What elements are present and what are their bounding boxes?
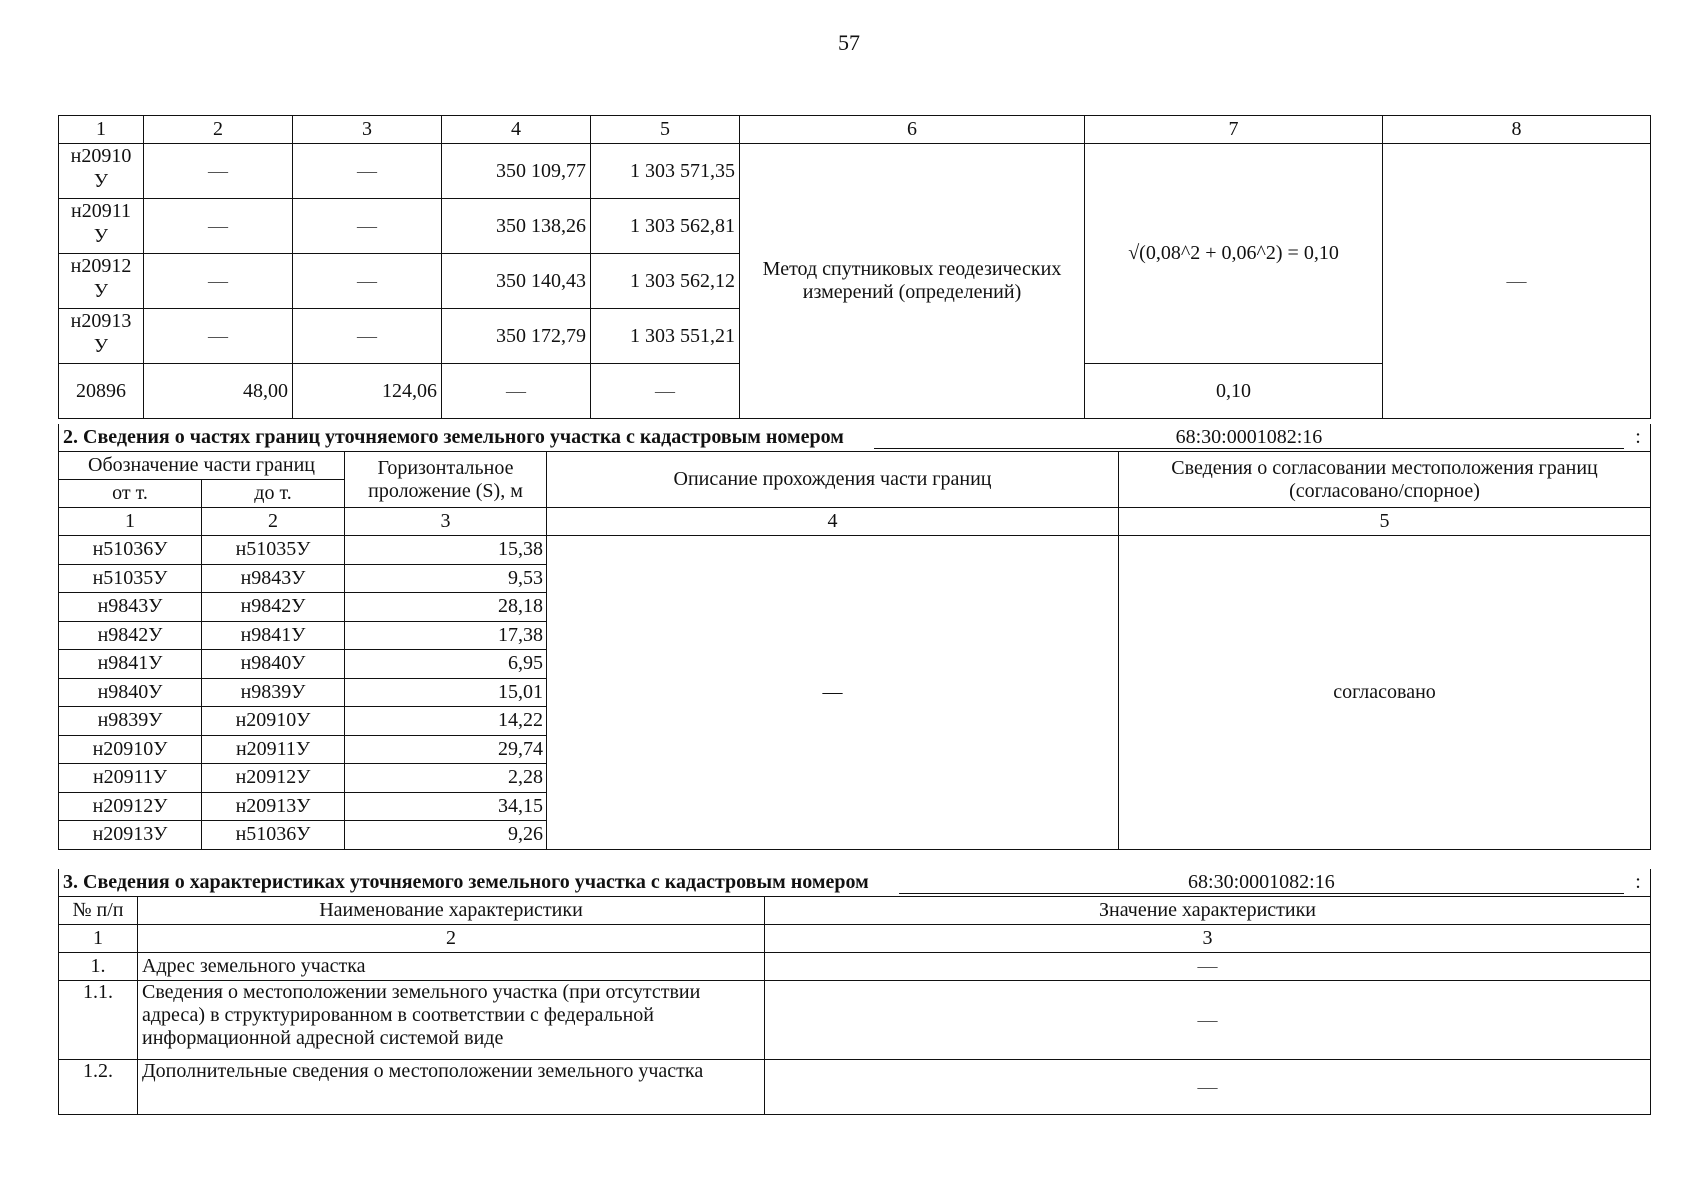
column-number: 1	[59, 925, 138, 953]
horizontal-distance: 34,15	[345, 792, 547, 821]
horizontal-distance: 15,01	[345, 678, 547, 707]
characteristic-name: Дополнительные сведения о местоположении земельного участка	[138, 1060, 765, 1115]
coord-y: 1 303 562,81	[591, 199, 740, 254]
horizontal-distance: 15,38	[345, 536, 547, 565]
value-header: Значение характеристики	[765, 897, 1651, 925]
column-number: 1	[59, 116, 144, 144]
page-number: 57	[838, 30, 860, 55]
from-header: от т.	[59, 480, 202, 508]
row-number: 1.1.	[59, 981, 138, 1060]
from-point: н9840У	[59, 678, 202, 707]
horizontal-distance: 29,74	[345, 735, 547, 764]
cell-value: 124,06	[293, 364, 442, 419]
from-point: н9841У	[59, 650, 202, 679]
column-number: 8	[1383, 116, 1651, 144]
point-name: н20910 У	[59, 144, 144, 199]
to-header: до т.	[202, 480, 345, 508]
table-row	[59, 144, 1651, 199]
coord-x: 350 172,79	[442, 309, 591, 364]
coord-x: —	[442, 364, 591, 419]
point-name: 20896	[59, 364, 144, 419]
cell-value: —	[293, 254, 442, 309]
section-3-cadastral-number: 68:30:0001082:16	[899, 871, 1624, 894]
name-header: Наименование характеристики	[138, 897, 765, 925]
to-point: н20910У	[202, 707, 345, 736]
to-point: н20912У	[202, 764, 345, 793]
from-point: н9843У	[59, 593, 202, 622]
to-point: н9839У	[202, 678, 345, 707]
column-number: 1	[59, 508, 202, 536]
coord-y: 1 303 551,21	[591, 309, 740, 364]
point-name: н20911 У	[59, 199, 144, 254]
from-point: н9842У	[59, 621, 202, 650]
table-row	[59, 953, 1651, 981]
table-header-row	[59, 116, 1651, 144]
row-number: 1.	[59, 953, 138, 981]
table-header-row	[59, 452, 1651, 480]
characteristic-name: Сведения о местоположении земельного участка (при отсутствии адреса) в структурированном в соответствии с федеральной информационной адресной системой виде	[138, 981, 765, 1060]
coord-y: —	[591, 364, 740, 419]
num-header: № п/п	[59, 897, 138, 925]
boundary-parts-table	[58, 424, 1651, 850]
from-point: н20913У	[59, 821, 202, 850]
cell-value: —	[293, 199, 442, 254]
table-row	[59, 981, 1651, 1060]
to-point: н9840У	[202, 650, 345, 679]
agreement-value: согласовано	[1119, 536, 1651, 850]
accuracy-formula: √(0,08^2 + 0,06^2) = 0,10	[1085, 144, 1383, 364]
horizontal-distance: 9,26	[345, 821, 547, 850]
horizontal-distance: 28,18	[345, 593, 547, 622]
column-number: 2	[138, 925, 765, 953]
section-3-heading-row	[59, 869, 1651, 897]
column-number: 3	[345, 508, 547, 536]
point-name: н20913 У	[59, 309, 144, 364]
to-point: н20911У	[202, 735, 345, 764]
to-point: н9843У	[202, 564, 345, 593]
column-numbers-row	[59, 925, 1651, 953]
column-number: 7	[1085, 116, 1383, 144]
coord-y: 1 303 562,12	[591, 254, 740, 309]
cell-value: —	[293, 309, 442, 364]
coord-x: 350 138,26	[442, 199, 591, 254]
from-point: н20912У	[59, 792, 202, 821]
section-2-colon: :	[1635, 426, 1641, 448]
section-2-cadastral-number: 68:30:0001082:16	[874, 426, 1624, 449]
column-number: 6	[740, 116, 1085, 144]
from-point: н20910У	[59, 735, 202, 764]
column-number: 5	[591, 116, 740, 144]
description-header: Описание прохождения части границ	[547, 452, 1119, 508]
coord-x: 350 140,43	[442, 254, 591, 309]
cell-value: —	[144, 254, 293, 309]
column-number: 4	[547, 508, 1119, 536]
to-point: н51035У	[202, 536, 345, 565]
cell-value: 48,00	[144, 364, 293, 419]
coord-y: 1 303 571,35	[591, 144, 740, 199]
horizontal-distance: 14,22	[345, 707, 547, 736]
designation-header: Обозначение части границ	[59, 452, 345, 480]
to-point: н9841У	[202, 621, 345, 650]
characteristics-table	[58, 869, 1651, 1115]
column-numbers-row	[59, 508, 1651, 536]
horizontal-distance: 6,95	[345, 650, 547, 679]
coord-x: 350 109,77	[442, 144, 591, 199]
col8-value: —	[1383, 144, 1651, 419]
cell-value: —	[293, 144, 442, 199]
table-row	[59, 536, 1651, 565]
to-point: н9842У	[202, 593, 345, 622]
column-number: 2	[202, 508, 345, 536]
point-name: н20912 У	[59, 254, 144, 309]
to-point: н51036У	[202, 821, 345, 850]
column-number: 4	[442, 116, 591, 144]
section-3-title: 3. Сведения о характеристиках уточняемого земельного участка с кадастровым номером	[63, 871, 869, 893]
section-3-colon: :	[1635, 871, 1641, 893]
cell-value: —	[144, 199, 293, 254]
horizontal-distance: 17,38	[345, 621, 547, 650]
cell-value: —	[144, 309, 293, 364]
from-point: н9839У	[59, 707, 202, 736]
characteristic-value: —	[765, 981, 1651, 1060]
method-cell: Метод спутниковых геодезических измерений (определений)	[740, 144, 1085, 419]
horizontal-header: Горизонтальное проложение (S), м	[345, 452, 547, 508]
row-number: 1.2.	[59, 1060, 138, 1115]
section-2-title: 2. Сведения о частях границ уточняемого земельного участка с кадастровым номером	[63, 426, 844, 448]
coordinates-table	[58, 115, 1651, 419]
cell-value: —	[144, 144, 293, 199]
from-point: н51035У	[59, 564, 202, 593]
table-header-row	[59, 897, 1651, 925]
to-point: н20913У	[202, 792, 345, 821]
section-2-heading-row	[59, 424, 1651, 452]
from-point: н20911У	[59, 764, 202, 793]
column-number: 3	[765, 925, 1651, 953]
characteristic-name: Адрес земельного участка	[138, 953, 765, 981]
column-number: 3	[293, 116, 442, 144]
accuracy-value: 0,10	[1085, 364, 1383, 419]
characteristic-value: —	[765, 953, 1651, 981]
column-number: 2	[144, 116, 293, 144]
agreement-header: Сведения о согласовании местоположения границ (согласовано/спорное)	[1119, 452, 1651, 508]
horizontal-distance: 2,28	[345, 764, 547, 793]
horizontal-distance: 9,53	[345, 564, 547, 593]
from-point: н51036У	[59, 536, 202, 565]
table-row	[59, 1060, 1651, 1115]
column-number: 5	[1119, 508, 1651, 536]
characteristic-value: —	[765, 1060, 1651, 1115]
description-value: —	[547, 536, 1119, 850]
